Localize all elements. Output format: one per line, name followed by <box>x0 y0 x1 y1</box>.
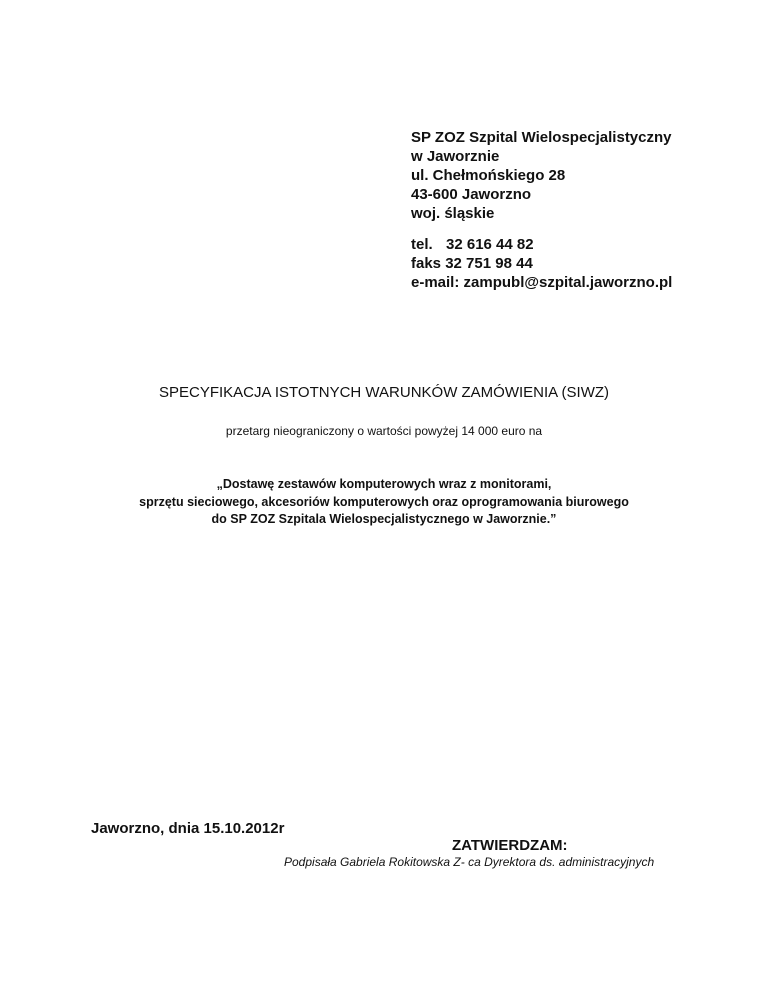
tender-subject-line: „Dostawę zestawów komputerowych wraz z monitorami, <box>216 477 552 491</box>
address-spacer <box>411 223 672 235</box>
institution-name: SP ZOZ Szpital Wielospecjalistyczny <box>411 129 672 146</box>
phone-number: 32 616 44 82 <box>446 236 534 253</box>
tender-subject-line: sprzętu sieciowego, akcesoriów komputerowych oraz oprogramowania biurowego <box>139 494 629 509</box>
fax-line <box>411 254 672 273</box>
fax-label: faks <box>411 255 442 272</box>
institution-postal-code: 43-600 Jaworzno <box>411 186 532 203</box>
document-subtitle: przetarg nieograniczony o wartości powyżej 14 000 euro na <box>225 424 543 438</box>
fax-number: 32 751 98 44 <box>445 255 533 272</box>
document-title: SPECYFIKACJA ISTOTNYCH WARUNKÓW ZAMÓWIENIA (SIWZ) <box>158 384 610 401</box>
phone-line <box>411 235 672 254</box>
institution-street: ul. Chełmońskiego 28 <box>411 167 566 184</box>
email-line <box>411 273 672 292</box>
email-address: zampubl@szpital.jaworzno.pl <box>463 274 673 291</box>
place-and-date: Jaworzno, dnia 15.10.2012r <box>91 820 285 837</box>
institution-city: w Jaworznie <box>411 148 500 165</box>
institution-voivodeship: woj. śląskie <box>411 205 495 222</box>
tender-subject <box>0 476 768 529</box>
tender-subject-line: do SP ZOZ Szpitala Wielospecjalistycznego w Jaworznie.” <box>211 512 557 526</box>
email-label: e-mail: <box>411 274 460 291</box>
approval-label: ZATWIERDZAM: <box>452 837 568 854</box>
institution-address-block <box>411 128 672 292</box>
signature-line: Podpisała Gabriela Rokitowska Z- ca Dyrektora ds. administracyjnych <box>284 855 655 869</box>
phone-label: tel. <box>411 236 433 253</box>
